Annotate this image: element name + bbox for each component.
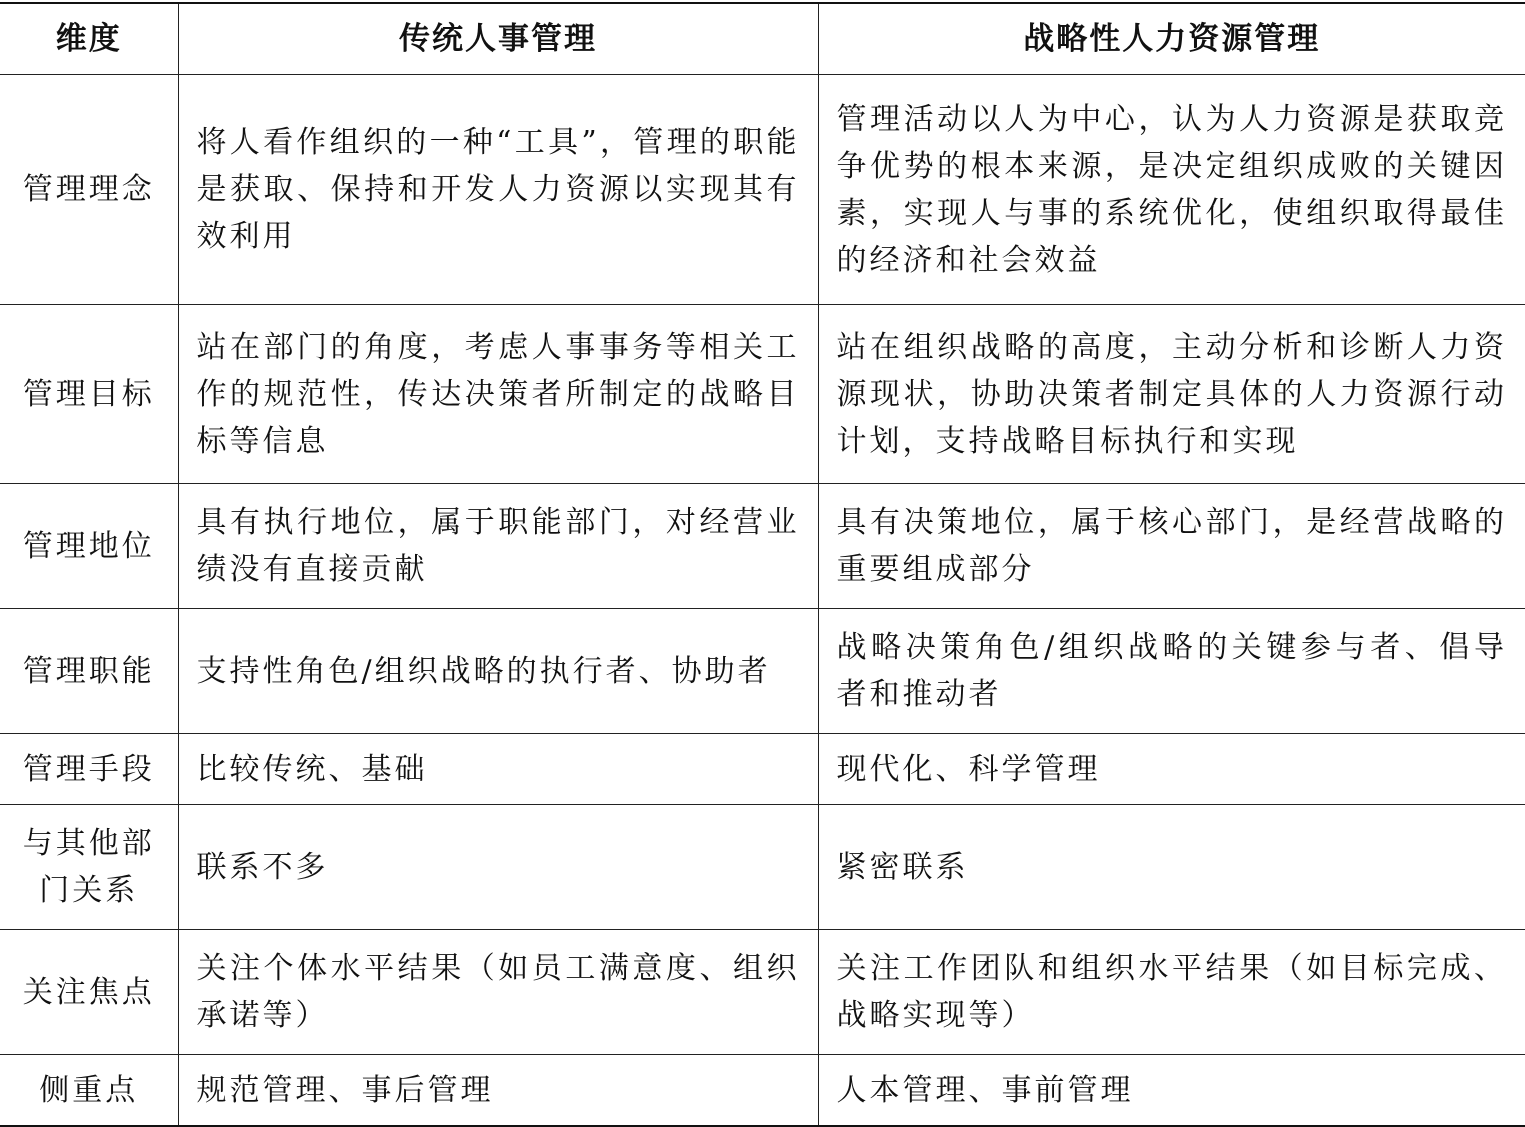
table-row: [0, 305, 1525, 484]
row-strategic: 站在组织战略的高度，主动分析和诊断人力资源现状，协助决策者制定具体的人力资源行动计划，支持战略目标执行和实现: [818, 305, 1525, 484]
table-row: [0, 805, 1525, 930]
row-traditional: 站在部门的角度，考虑人事事务等相关工作的规范性，传达决策者所制定的战略目标等信息: [178, 305, 818, 484]
row-dimension: 管理职能: [0, 609, 178, 734]
table-row: [0, 75, 1525, 305]
row-strategic: 紧密联系: [818, 805, 1525, 930]
header-traditional-hr: 传统人事管理: [178, 3, 818, 75]
table-header-row: [0, 3, 1525, 75]
table-row: [0, 609, 1525, 734]
table-row: [0, 1055, 1525, 1127]
row-strategic: 管理活动以人为中心，认为人力资源是获取竞争优势的根本来源，是决定组织成败的关键因素，实现人与事的系统优化，使组织取得最佳的经济和社会效益: [818, 75, 1525, 305]
row-traditional: 支持性角色/组织战略的执行者、协助者: [178, 609, 818, 734]
row-dimension: 管理目标: [0, 305, 178, 484]
row-traditional: 比较传统、基础: [178, 734, 818, 805]
table-row: [0, 930, 1525, 1055]
row-dimension: 与其他部门关系: [0, 805, 178, 930]
row-dimension: 管理地位: [0, 484, 178, 609]
row-traditional: 规范管理、事后管理: [178, 1055, 818, 1127]
header-strategic-hrm: 战略性人力资源管理: [818, 3, 1525, 75]
row-dimension: 侧重点: [0, 1055, 178, 1127]
header-dimension: 维度: [0, 3, 178, 75]
row-dimension: 管理理念: [0, 75, 178, 305]
row-traditional: 关注个体水平结果（如员工满意度、组织承诺等）: [178, 930, 818, 1055]
row-dimension: 管理手段: [0, 734, 178, 805]
table-row: [0, 734, 1525, 805]
row-traditional: 将人看作组织的一种“工具”，管理的职能是获取、保持和开发人力资源以实现其有效利用: [178, 75, 818, 305]
row-strategic: 具有决策地位，属于核心部门，是经营战略的重要组成部分: [818, 484, 1525, 609]
row-traditional: 具有执行地位，属于职能部门，对经营业绩没有直接贡献: [178, 484, 818, 609]
row-dimension: 关注焦点: [0, 930, 178, 1055]
row-strategic: 现代化、科学管理: [818, 734, 1525, 805]
row-traditional: 联系不多: [178, 805, 818, 930]
row-strategic: 战略决策角色/组织战略的关键参与者、倡导者和推动者: [818, 609, 1525, 734]
row-strategic: 关注工作团队和组织水平结果（如目标完成、战略实现等）: [818, 930, 1525, 1055]
table-row: [0, 484, 1525, 609]
comparison-table: [0, 2, 1525, 1127]
row-strategic: 人本管理、事前管理: [818, 1055, 1525, 1127]
